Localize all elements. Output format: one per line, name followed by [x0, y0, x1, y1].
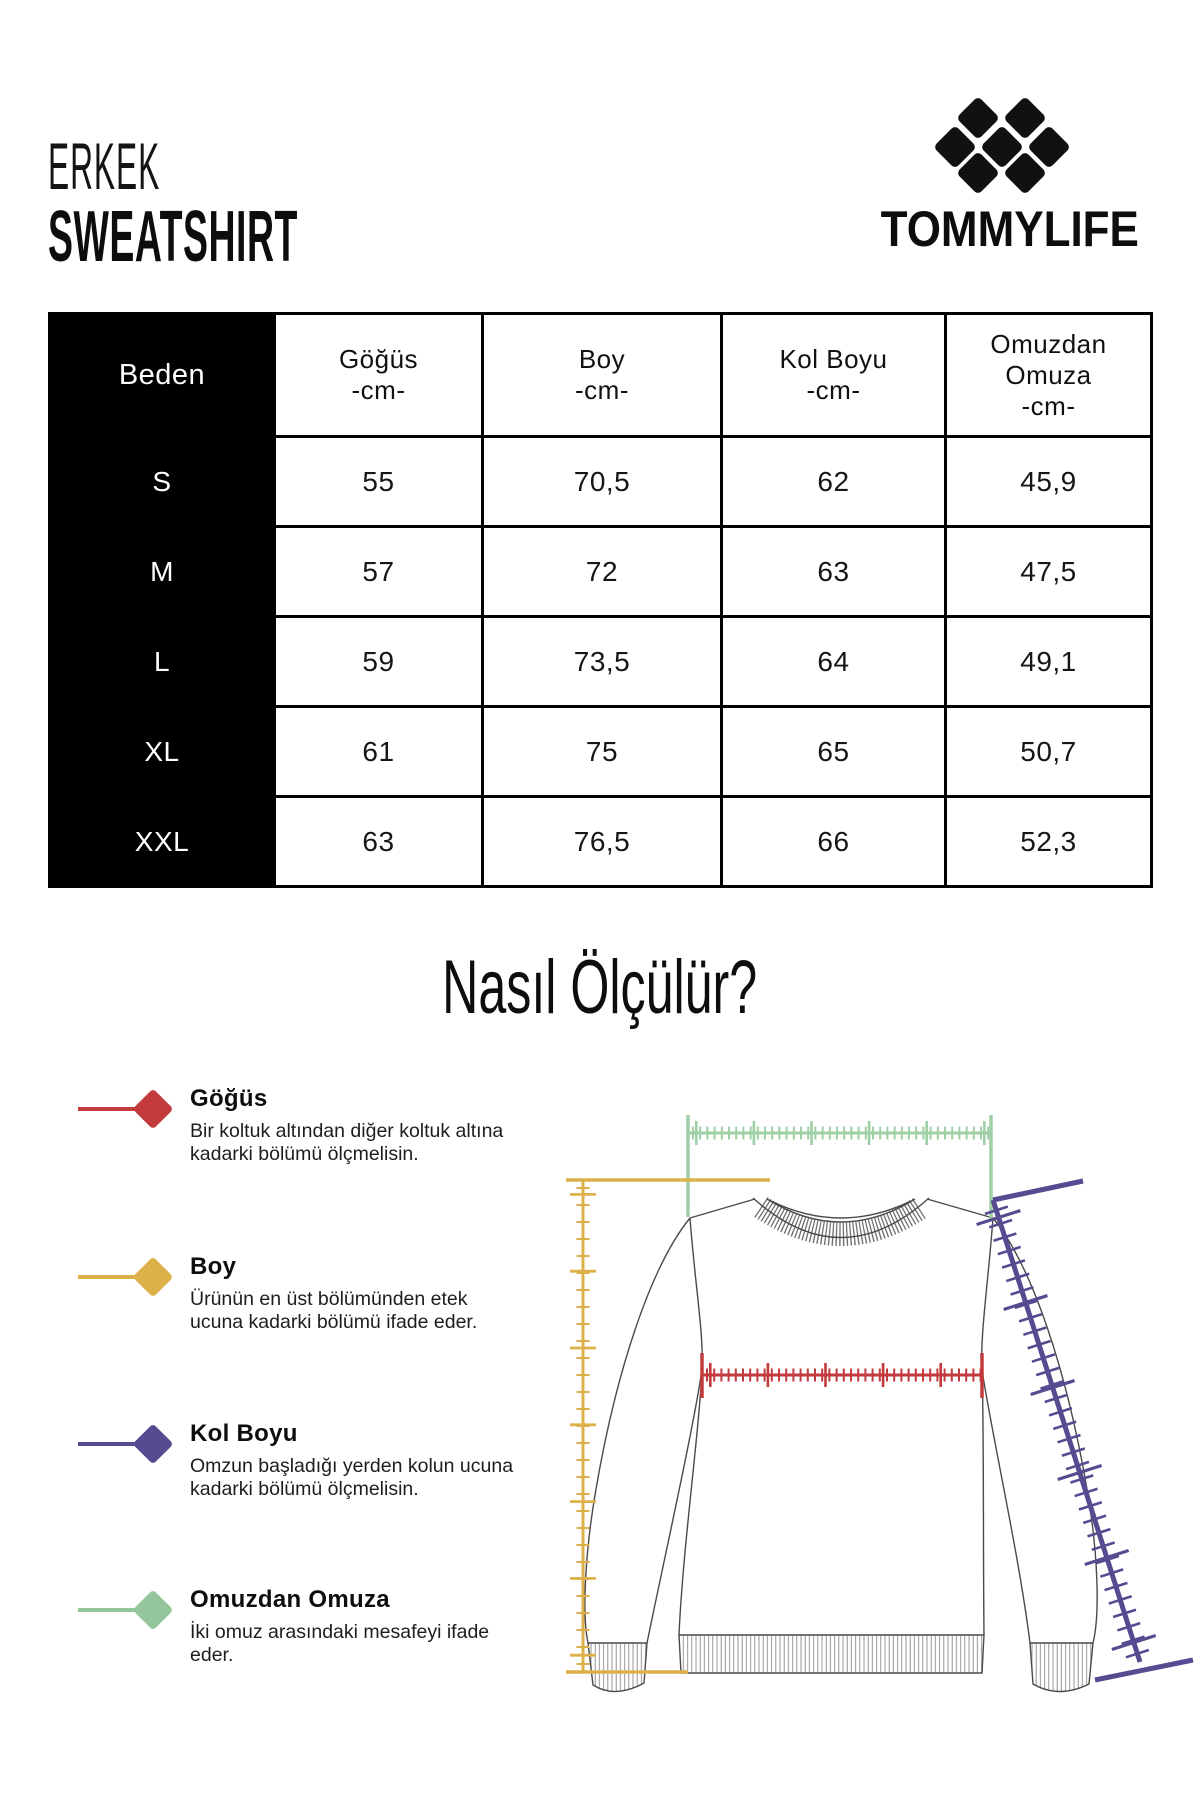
value-cell: 72: [483, 527, 722, 617]
garment-outline: [585, 1198, 1097, 1692]
legend-description: Omzun başladığı yerden kolun ucuna kadarki bölümü ölçmelisin.: [190, 1455, 514, 1500]
header-size: Beden: [50, 314, 275, 437]
sweatshirt-diagram: [455, 1095, 1195, 1795]
legend-title: Kol Boyu: [190, 1420, 298, 1447]
table-row: [50, 707, 1152, 797]
value-cell: 52,3: [946, 797, 1152, 887]
product-type-title: SWEATSHIRT: [48, 197, 298, 277]
value-cell: 70,5: [483, 437, 722, 527]
legend-title: Boy: [190, 1253, 237, 1280]
header-chest: [275, 314, 483, 437]
size-cell: XXL: [50, 797, 275, 887]
value-cell: 47,5: [946, 527, 1152, 617]
header-shoulder-unit: -cm-: [1021, 390, 1076, 421]
value-cell: 45,9: [946, 437, 1152, 527]
brand-logo: [932, 85, 1088, 210]
table-row: [50, 617, 1152, 707]
table-row: [50, 797, 1152, 887]
legend-description: Bir koltuk altından diğer koltuk altına kadarki bölümü ölçmelisin.: [190, 1120, 504, 1165]
value-cell: 61: [275, 707, 483, 797]
value-cell: 50,7: [946, 707, 1152, 797]
value-cell: 65: [722, 707, 946, 797]
length-ruler: [566, 1180, 770, 1672]
size-table-header-row: [50, 314, 1152, 437]
header-shoulder: [946, 314, 1152, 437]
size-table-container: [48, 312, 1153, 888]
chest-marker-icon: [75, 1079, 183, 1139]
value-cell: 57: [275, 527, 483, 617]
length-marker-icon: [75, 1247, 183, 1307]
value-cell: 63: [275, 797, 483, 887]
value-cell: 62: [722, 437, 946, 527]
diamonds-logo-icon: [932, 85, 1088, 205]
table-row: [50, 437, 1152, 527]
header-sleeve: [722, 314, 946, 437]
size-cell: XL: [50, 707, 275, 797]
header-sleeve-label: Kol Boyu: [779, 344, 888, 374]
size-table: [48, 312, 1153, 888]
value-cell: 63: [722, 527, 946, 617]
sleeve-ruler: [993, 1181, 1193, 1680]
sleeve-marker-icon: [75, 1414, 183, 1474]
shoulder-marker-icon: [75, 1580, 183, 1640]
header-sleeve-unit: -cm-: [806, 375, 861, 405]
value-cell: 75: [483, 707, 722, 797]
chest-ruler: [702, 1353, 982, 1398]
value-cell: 73,5: [483, 617, 722, 707]
collar-ribbing: [761, 1207, 921, 1234]
header-chest-label: Göğüs: [338, 344, 419, 374]
header-chest-unit: -cm-: [351, 375, 406, 405]
legend-description: Ürünün en üst bölümünden etek ucuna kadarki bölümü ifade eder.: [190, 1288, 478, 1333]
legend-description: İki omuz arasındaki mesafeyi ifade eder.: [190, 1621, 490, 1666]
header-length-unit: -cm-: [575, 375, 629, 405]
header-shoulder-label: Omuzdan Omuza: [990, 328, 1107, 390]
value-cell: 55: [275, 437, 483, 527]
table-row: [50, 527, 1152, 617]
legend-title: Göğüs: [190, 1085, 268, 1112]
value-cell: 76,5: [483, 797, 722, 887]
header-length: [483, 314, 722, 437]
category-title: ERKEK: [48, 129, 161, 203]
value-cell: 59: [275, 617, 483, 707]
size-cell: S: [50, 437, 275, 527]
value-cell: 64: [722, 617, 946, 707]
size-cell: L: [50, 617, 275, 707]
brand-wordmark: TOMMYLIFE: [880, 201, 1140, 257]
header-length-label: Boy: [578, 344, 626, 374]
value-cell: 66: [722, 797, 946, 887]
how-to-measure-title: Nasıl Ölçülür?: [442, 945, 758, 1030]
value-cell: 49,1: [946, 617, 1152, 707]
legend-title: Omuzdan Omuza: [190, 1586, 390, 1613]
size-cell: M: [50, 527, 275, 617]
sweatshirt-figure: [455, 1095, 1195, 1800]
